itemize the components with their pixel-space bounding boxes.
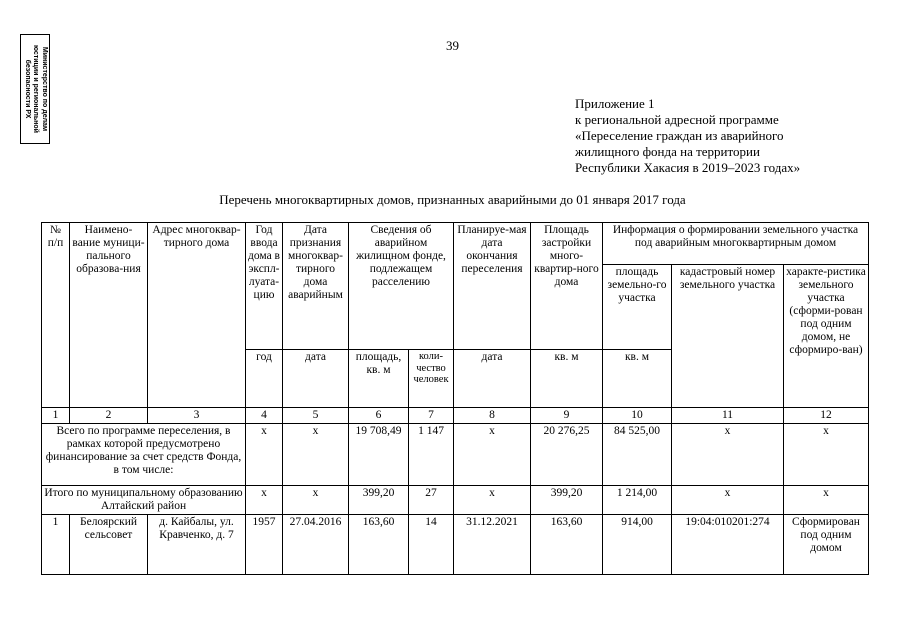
col-number: 5 (283, 408, 349, 424)
appendix-line: «Переселение граждан из аварийного (575, 128, 784, 143)
appendix-header (575, 96, 895, 176)
col-number: 9 (531, 408, 603, 424)
row-municipality: Белоярский сельсовет (70, 515, 148, 575)
total-year: х (246, 424, 283, 486)
total-char: х (784, 424, 869, 486)
col-number: 1 (42, 408, 70, 424)
appendix-line: Приложение 1 (575, 96, 655, 111)
unit-date: дата (283, 350, 349, 408)
col-number: 3 (148, 408, 246, 424)
row-cadastral: 19:04:010201:274 (672, 515, 784, 575)
header-cadastral: кадастровый номер земельного участка (672, 265, 784, 408)
col-number: 10 (603, 408, 672, 424)
total-row (42, 424, 869, 486)
list-title: Перечень многоквартирных домов, признанных аварийными до 01 января 2017 года (219, 192, 686, 207)
appendix-line: к региональной адресной программе (575, 112, 779, 127)
row-area: 163,60 (349, 515, 409, 575)
unit-year: год (246, 350, 283, 408)
row-people: 14 (409, 515, 454, 575)
row-num: 1 (42, 515, 70, 575)
total-label: Всего по программе переселения, в рамках которой предусмотрено финансирование за счет средств Фонда, в том числе: (42, 424, 246, 486)
header-info-resettle: Сведения об аварийном жилищном фонде, подлежащем расселению (349, 223, 454, 350)
row-char: Сформирован под одним домом (784, 515, 869, 575)
col-number: 8 (454, 408, 531, 424)
col-number: 6 (349, 408, 409, 424)
subtotal-row (42, 486, 869, 515)
row-year: 1957 (246, 515, 283, 575)
subtotal-char: х (784, 486, 869, 515)
total-building: 20 276,25 (531, 424, 603, 486)
col-number: 12 (784, 408, 869, 424)
subtotal-date: х (283, 486, 349, 515)
header-address: Адрес многоквар-тирного дома (148, 223, 246, 408)
header-land-char: характе-ристика земельного участка (сформи-рован под одним домом, не сформиро-ван) (784, 265, 869, 408)
appendix-line: Республики Хакасия в 2019–2023 годах» (575, 160, 801, 175)
col-number: 4 (246, 408, 283, 424)
subtotal-planned: х (454, 486, 531, 515)
col-number: 7 (409, 408, 454, 424)
subtotal-land: 1 214,00 (603, 486, 672, 515)
unit-building: кв. м (531, 350, 603, 408)
total-planned: х (454, 424, 531, 486)
houses-table (41, 222, 869, 575)
subtotal-area: 399,20 (349, 486, 409, 515)
row-date: 27.04.2016 (283, 515, 349, 575)
row-planned: 31.12.2021 (454, 515, 531, 575)
subtotal-building: 399,20 (531, 486, 603, 515)
header-num: № п/п (42, 223, 70, 408)
header-municipality: Наимено-вание муници-пального образова-ния (70, 223, 148, 408)
header-land-info: Информация о формировании земельного участка под аварийным многоквартирным домом (603, 223, 869, 265)
subtotal-year: х (246, 486, 283, 515)
subtotal-people: 27 (409, 486, 454, 515)
appendix-line: жилищного фонда на территории (575, 144, 760, 159)
header-land-area: площадь земельно-го участка (603, 265, 672, 350)
col-number: 2 (70, 408, 148, 424)
header-planned-end: Планируе-мая дата окончания переселения (454, 223, 531, 350)
subtotal-cadastral: х (672, 486, 784, 515)
total-cadastral: х (672, 424, 784, 486)
col-number: 11 (672, 408, 784, 424)
page-number: 39 (446, 38, 459, 53)
header-date-recognized: Дата признания многоквар-тирного дома аварийным (283, 223, 349, 350)
unit-area: площадь, кв. м (349, 350, 409, 408)
row-building: 163,60 (531, 515, 603, 575)
total-land: 84 525,00 (603, 424, 672, 486)
subtotal-label: Итого по муниципальному образованию Алтайский район (42, 486, 246, 515)
stamp-text: Министерство по делам юстиции и региональной безопасности РХ (23, 45, 48, 133)
row-address: д. Кайбалы, ул. Кравченко, д. 7 (148, 515, 246, 575)
row-land: 914,00 (603, 515, 672, 575)
total-area: 19 708,49 (349, 424, 409, 486)
total-people: 1 147 (409, 424, 454, 486)
unit-people: коли-чество человек (409, 350, 454, 408)
total-date: х (283, 424, 349, 486)
header-building-area: Площадь застройки много-квартир-ного дома (531, 223, 603, 350)
unit-planned: дата (454, 350, 531, 408)
header-year: Год ввода дома в экспл-луата-цию (246, 223, 283, 350)
unit-land: кв. м (603, 350, 672, 408)
table-row (42, 515, 869, 575)
